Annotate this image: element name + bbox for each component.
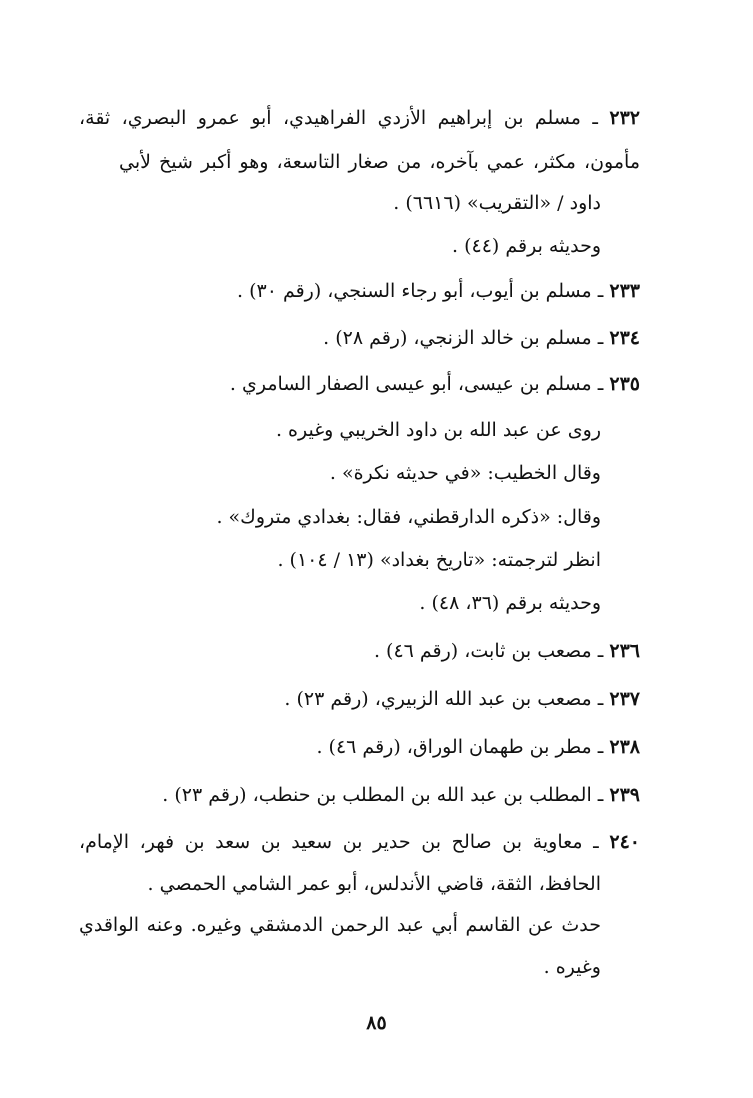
entry-232-line-1: ٢٣٢ ـ مسلم بن إبراهيم الأزدي الفراهيدي، أبو عمرو البصري، ثقة،: [79, 107, 640, 129]
entry-number: ٢٣٦: [609, 640, 640, 662]
entry-240-line-1: ٢٤٠ ـ معاوية بن صالح بن حدير بن سعيد بن سعد بن فهر، الإمام،: [79, 831, 640, 853]
entry-235-line-5: انظر لترجمته: «تاريخ بغداد» (١٣ / ١٠٤) .: [277, 549, 601, 571]
entry-239: ٢٣٩ ـ المطلب بن عبد الله بن المطلب بن حنطب، (رقم ٢٣) .: [162, 784, 640, 806]
entry-number: ٢٣٥: [609, 373, 640, 395]
entry-234: ٢٣٤ ـ مسلم بن خالد الزنجي، (رقم ٢٨) .: [323, 327, 640, 349]
entry-237: ٢٣٧ ـ مصعب بن عبد الله الزبيري، (رقم ٢٣) .: [284, 688, 640, 710]
entry-235-line-1: ٢٣٥ ـ مسلم بن عيسى، أبو عيسى الصفار السامري .: [229, 373, 640, 395]
entry-240-line-2: الحافظ، الثقة، قاضي الأندلس، أبو عمر الشامي الحمصي .: [147, 873, 601, 895]
entry-number: ٢٣٣: [609, 280, 640, 302]
entry-236: ٢٣٦ ـ مصعب بن ثابت، (رقم ٤٦) .: [373, 640, 640, 662]
entry-number: ٢٣٩: [609, 784, 640, 806]
entry-number: ٢٣٨: [609, 736, 640, 758]
entry-235-line-2: روى عن عبد الله بن داود الخريبي وغيره .: [275, 419, 601, 441]
entry-232-line-4: وحديثه برقم (٤٤) .: [451, 235, 601, 257]
entry-number: ٢٣٢: [609, 107, 640, 129]
entry-235-line-4: وقال: «ذكره الدارقطني، فقال: بغدادي متروك» .: [216, 506, 601, 528]
entry-240-line-3: حدث عن القاسم أبي عبد الرحمن الدمشقي وغيره. وعنه الواقدي: [79, 914, 601, 936]
entry-238: ٢٣٨ ـ مطر بن طهمان الوراق، (رقم ٤٦) .: [316, 736, 640, 758]
entry-232-line-3: داود / «التقريب» (٦٦١٦) .: [393, 192, 601, 214]
entry-233: ٢٣٣ ـ مسلم بن أيوب، أبو رجاء السنجي، (رقم ٣٠) .: [236, 280, 640, 302]
entry-235-line-3: وقال الخطيب: «في حديثه نكرة» .: [329, 462, 601, 484]
entry-number: ٢٣٧: [609, 688, 640, 710]
entry-number: ٢٣٤: [609, 327, 640, 349]
entry-235-line-6: وحديثه برقم (٣٦، ٤٨) .: [419, 592, 601, 614]
page-number: ٨٥: [366, 1012, 387, 1034]
entry-240-line-4: وغيره .: [543, 956, 601, 978]
entry-number: ٢٤٠: [609, 831, 640, 853]
entry-232-line-2: مأمون، مكثر، عمي بآخره، من صغار التاسعة، وهو أكبر شيخ لأبي: [119, 151, 640, 173]
